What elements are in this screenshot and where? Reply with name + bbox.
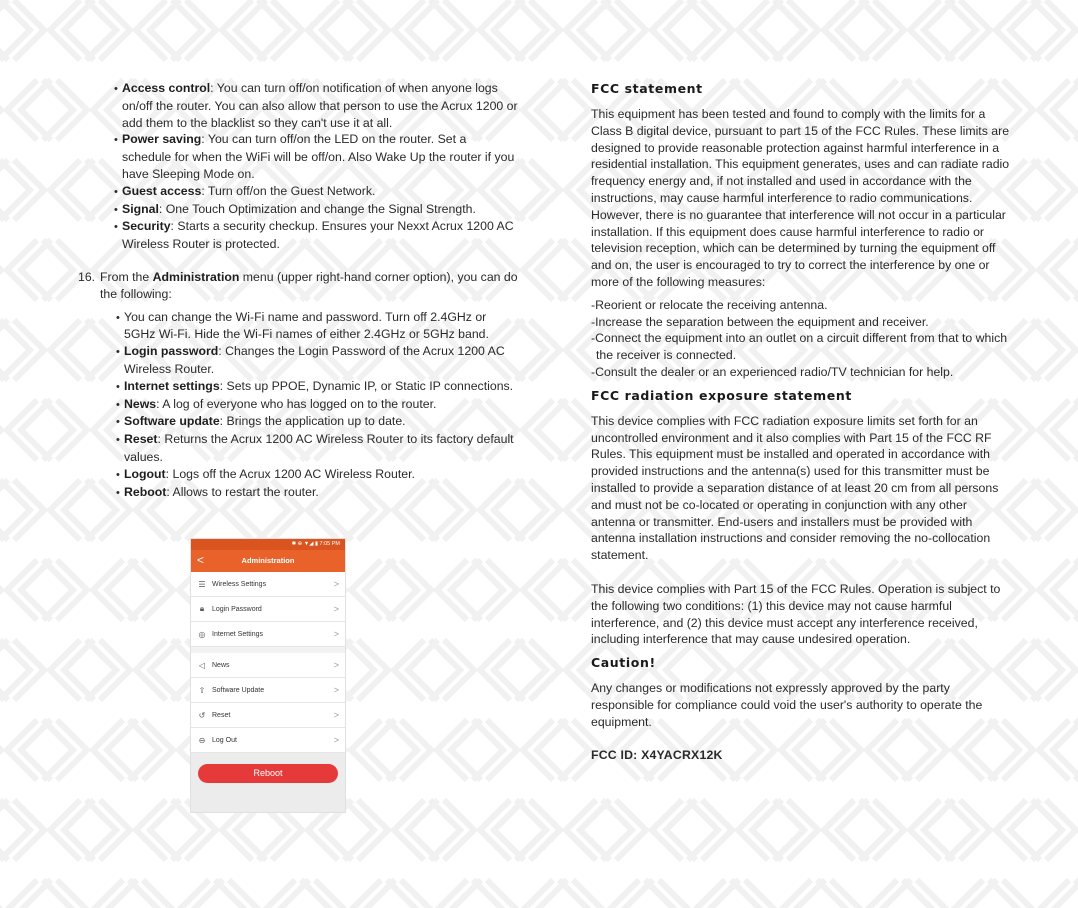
list-item: • Login password: Changes the Login Password of the Acrux 1200 AC Wireless Router.	[114, 343, 518, 378]
watermark-chevron	[1032, 320, 1078, 380]
list-item: • Access control: You can turn off/on notification of when anyone logs on/off the router. You can also allow that person to use the Acrux 1200 or add them to the blacklist so they can't use it at all.	[114, 80, 518, 131]
chevron-right-icon: >	[333, 604, 339, 614]
measure-item: -Increase the separation between the equipment and receiver.	[591, 314, 929, 329]
watermark-chevron	[0, 800, 94, 860]
news-icon: ◁	[198, 660, 206, 670]
measure-item: -Consult the dealer or an experienced radio/TV technician for help.	[591, 364, 954, 379]
watermark-chevron	[1032, 800, 1078, 860]
watermark-chevron	[430, 640, 524, 700]
watermark-chevron	[688, 800, 782, 860]
menu-item-software-update[interactable]: ⇧ Software Update >	[191, 678, 345, 703]
phone-status-bar: ✱ ⊕ ▼◢ ▮ 7:05 PM	[191, 539, 345, 550]
watermark-chevron	[516, 800, 610, 860]
watermark-chevron	[0, 80, 51, 140]
watermark-chevron	[473, 880, 567, 908]
lock-icon: 🔒︎	[199, 604, 205, 613]
phone-screenshot	[191, 539, 345, 812]
watermark-chevron	[129, 880, 223, 908]
feature-list-top	[114, 80, 518, 253]
watermark-chevron	[774, 0, 868, 60]
watermark-chevron	[774, 800, 868, 860]
chevron-right-icon: >	[333, 735, 339, 745]
watermark-chevron	[387, 720, 481, 780]
watermark-chevron	[0, 560, 51, 620]
watermark-chevron	[688, 0, 782, 60]
feature-list-bottom	[114, 309, 518, 502]
chevron-right-icon: >	[333, 579, 339, 589]
watermark-chevron	[86, 640, 180, 700]
phone-app-header	[191, 550, 345, 572]
watermark-chevron	[860, 800, 954, 860]
reset-icon: ↺	[198, 710, 206, 720]
watermark-chevron	[430, 800, 524, 860]
watermark-chevron	[602, 0, 696, 60]
list-item: • Reboot: Allows to restart the router.	[114, 484, 518, 502]
watermark-chevron	[387, 880, 481, 908]
watermark-chevron	[516, 0, 610, 60]
menu-item-login-password[interactable]: 🔒︎ Login Password >	[191, 597, 345, 622]
watermark-chevron	[817, 880, 911, 908]
measure-item: -Connect the equipment into an outlet on a circuit different from that to which the receiver is connected.	[591, 331, 1008, 363]
phone-menu-list	[191, 572, 345, 753]
step-number: 16.	[78, 269, 96, 284]
watermark-chevron	[86, 800, 180, 860]
step-16	[78, 269, 518, 303]
watermark-chevron	[0, 400, 51, 460]
wifi-icon: ☰	[198, 579, 206, 589]
watermark-chevron	[1032, 480, 1078, 540]
watermark-chevron	[989, 880, 1078, 908]
list-item: • You can change the Wi-Fi name and password. Turn off 2.4GHz or 5GHz Wi-Fi. Hide the Wi-Fi names of either 2.4GHz or 5GHz band.	[114, 309, 518, 344]
watermark-chevron	[258, 0, 352, 60]
list-item: • Reset: Returns the Acrux 1200 AC Wireless Router to its factory default values.	[114, 431, 518, 466]
watermark-chevron	[645, 880, 739, 908]
back-icon[interactable]: <	[197, 553, 205, 567]
chevron-right-icon: >	[333, 629, 339, 639]
watermark-chevron	[344, 640, 438, 700]
watermark-chevron	[86, 0, 180, 60]
menu-item-wireless-settings[interactable]: ☰ Wireless Settings >	[191, 572, 345, 597]
watermark-chevron	[344, 800, 438, 860]
list-item: • Security: Starts a security checkup. Ensures your Nexxt Acrux 1200 AC Wireless Router is protected.	[114, 218, 518, 253]
list-item: • Signal: One Touch Optimization and change the Signal Strength.	[114, 201, 518, 219]
part15-text: This device complies with Part 15 of the FCC Rules. Operation is subject to the following two conditions: (1) this device may not cause harmful interference, and (2) this device must accept any interference received, including interference that may cause undesired operation.	[591, 581, 1001, 647]
menu-item-reset[interactable]: ↺ Reset >	[191, 703, 345, 728]
watermark-chevron	[1032, 640, 1078, 700]
list-item: • Guest access: Turn off/on the Guest Network.	[114, 183, 518, 201]
watermark-chevron	[0, 0, 94, 60]
chevron-right-icon: >	[333, 660, 339, 670]
watermark-chevron	[903, 880, 997, 908]
watermark-chevron	[0, 240, 51, 300]
watermark-chevron	[43, 560, 137, 620]
watermark-chevron	[473, 720, 567, 780]
fcc-statement-heading: FCC statement	[591, 81, 703, 96]
menu-item-log-out[interactable]: ⊖ Log Out >	[191, 728, 345, 753]
left-column	[78, 80, 518, 501]
watermark-chevron	[301, 880, 395, 908]
watermark-chevron	[387, 560, 481, 620]
globe-icon: ◎	[198, 629, 206, 639]
watermark-chevron	[215, 880, 309, 908]
list-item: • Internet settings: Sets up PPOE, Dynamic IP, or Static IP connections.	[114, 378, 518, 396]
caution-text: Any changes or modifications not expressly approved by the party responsible for compliance could void the user's authority to operate the equipment.	[591, 681, 983, 729]
phone-title: Administration	[241, 556, 295, 565]
reboot-button[interactable]: Reboot	[198, 764, 338, 783]
watermark-chevron	[1032, 0, 1078, 60]
watermark-chevron	[43, 720, 137, 780]
watermark-chevron	[946, 0, 1040, 60]
fcc-id: FCC ID: X4YACRX12K	[591, 747, 723, 762]
watermark-chevron	[1032, 160, 1078, 220]
watermark-chevron	[860, 0, 954, 60]
fcc-statement-text: This equipment has been tested and found to comply with the limits for a Class B digital device, pursuant to part 15 of the FCC Rules. These limits are designed to provide reasonable protection against harmful interference in a residential installation. This equipment generates, uses and can radiate radio frequency energy and, if not installed and used in accordance with the instructions, may cause harmful interference to radio communications. However, there is no guarantee that interference will not occur in a particular installation. If this equipment does cause harmful interference to radio or television reception, which can be determined by turning the equipment off and on, the user is encouraged to try to correct the interference by one or more of the following measures:	[591, 107, 1010, 289]
watermark-chevron	[43, 880, 137, 908]
list-item: • Logout: Logs off the Acrux 1200 AC Wireless Router.	[114, 466, 518, 484]
chevron-right-icon: >	[333, 710, 339, 720]
watermark-chevron	[0, 720, 51, 780]
step-text: From the Administration menu (upper right-hand corner option), you can do the following:	[100, 269, 518, 301]
measure-item: -Reorient or relocate the receiving antenna.	[591, 297, 828, 312]
watermark-chevron	[344, 0, 438, 60]
radiation-heading: FCC radiation exposure statement	[591, 387, 852, 403]
list-item: • News: A log of everyone who has logged on to the router.	[114, 396, 518, 414]
watermark-chevron	[473, 560, 567, 620]
watermark-chevron	[172, 0, 266, 60]
list-item: • Power saving: You can turn off/on the LED on the router. Set a schedule for when the WiFi will be off/on. Also Wake Up the router if you have Sleeping Mode on.	[114, 131, 518, 182]
watermark-chevron	[731, 880, 825, 908]
reboot-area	[191, 753, 345, 793]
chevron-right-icon: >	[333, 685, 339, 695]
menu-item-internet-settings[interactable]: ◎ Internet Settings >	[191, 622, 345, 647]
watermark-chevron	[559, 880, 653, 908]
menu-item-news[interactable]: ◁ News >	[191, 653, 345, 678]
radiation-text: This device complies with FCC radiation exposure limits set forth for an uncontrolled environment and it also complies with Part 15 of the FCC RF Rules. This equipment must be installed and operated in accordance with provided instructions and the antenna(s) used for this transmitter must be installed to provide a separation distance of at least 20 cm from all persons and must not be co-located or operating in conjunction with any other antenna or transmitter. End-users and installers must be provided with antenna installation instructions and consider removing the no-collocation statement.	[591, 413, 999, 563]
watermark-chevron	[946, 800, 1040, 860]
upload-icon: ⇧	[198, 685, 206, 695]
watermark-chevron	[0, 640, 94, 700]
watermark-chevron	[430, 0, 524, 60]
caution-heading: Caution!	[591, 655, 656, 671]
watermark-chevron	[602, 800, 696, 860]
right-column	[591, 80, 1011, 762]
logout-icon: ⊖	[198, 735, 206, 745]
list-item: • Software update: Brings the application up to date.	[114, 413, 518, 431]
